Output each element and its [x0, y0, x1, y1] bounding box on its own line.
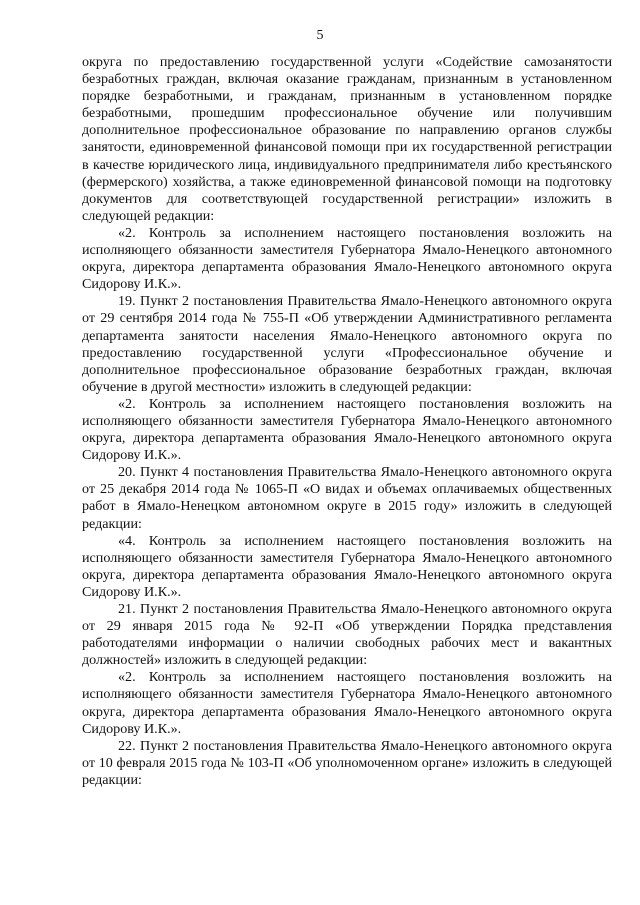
paragraph-quote: «4. Контроль за исполнением настоящего постановления возложить на исполняющего обязанности заместителя Губернатора Ямало-Ненецкого автономного округа, директора департамента образования Ямало-Ненецкого автономного округа Сидорову И.К.».: [82, 532, 612, 600]
paragraph-continuation: округа по предоставлению государственной услуги «Содействие самозанятости безработных граждан, включая оказание гражданам, признанным в установленном порядке безработными, и гражданам, признанным в установленном порядке безработными, прошедшим профессиональное обучение или получившим дополнительное профессиональное образование по направлению органов службы занятости, единовременной финансовой помощи при их государственной регистрации в качестве юридического лица, индивидуального предпринимателя либо крестьянского (фермерского) хозяйства, а также единовременной финансовой помощи на подготовку документов для соответствующей государственной регистрации» изложить в следующей редакции:: [82, 54, 612, 224]
paragraph-quote: «2. Контроль за исполнением настоящего постановления возложить на исполняющего обязанности заместителя Губернатора Ямало-Ненецкого автономного округа, директора департамента образования Ямало-Ненецкого автономного округа Сидорову И.К.».: [82, 395, 612, 464]
paragraph-quote: «2. Контроль за исполнением настоящего постановления возложить на исполняющего обязанности заместителя Губернатора Ямало-Ненецкого автономного округа, директора департамента образования Ямало-Ненецкого автономного округа Сидорову И.К.».: [82, 669, 612, 737]
page-number: 5: [316, 28, 324, 43]
paragraph-quote: «2. Контроль за исполнением настоящего постановления возложить на исполняющего обязанности заместителя Губернатора Ямало-Ненецкого автономного округа, директора департамента образования Ямало-Ненецкого автономного округа Сидорову И.К.».: [82, 224, 612, 293]
paragraph-item-19: 19. Пункт 2 постановления Правительства Ямало-Ненецкого автономного округа от 29 сентября 2014 года № 755-П «Об утверждении Административного регламента департамента занятости населения Ямало-Ненецкого автономного округа по предоставлению государственной услуги «Профессиональное обучение и дополнительное профессиональное образование безработных граждан, включая обучение в другой местности» изложить в следующей редакции:: [82, 293, 612, 395]
paragraph-item-21: 21. Пункт 2 постановления Правительства Ямало-Ненецкого автономного округа от 29 января 2015 года № 92-П «Об утверждении Порядка представления работодателями информации о наличии свободных рабочих мест и вакантных должностей» изложить в следующей редакции:: [82, 601, 612, 669]
paragraph-item-22: 22. Пункт 2 постановления Правительства Ямало-Ненецкого автономного округа от 10 февраля 2015 года № 103-П «Об уполномоченном органе» изложить в следующей редакции:: [82, 737, 612, 788]
paragraph-item-20: 20. Пункт 4 постановления Правительства Ямало-Ненецкого автономного округа от 25 декабря 2014 года № 1065-П «О видах и объемах оплачиваемых общественных работ в Ямало-Ненецком автономном округе в 2015 году» изложить в следующей редакции:: [82, 464, 612, 532]
document-body: [82, 54, 612, 789]
